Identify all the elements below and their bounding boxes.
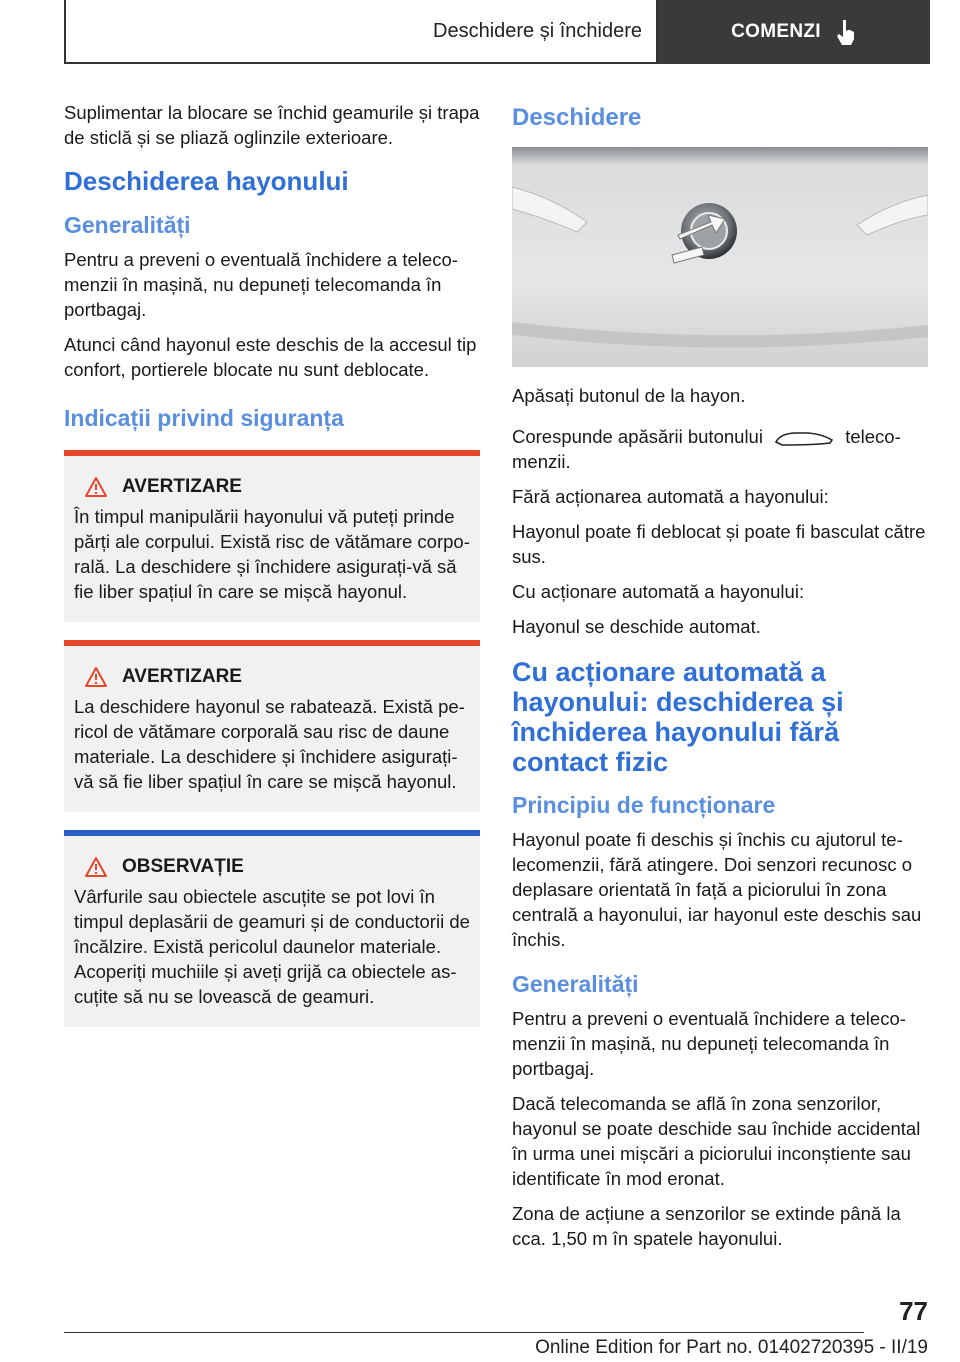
general2-paragraph-3: Zona de acțiune a senzorilor se extinde până la cca. 1,50 m în spatele hayonului. <box>512 1203 901 1249</box>
remote-paragraph-start: Corespunde apăsării butonului <box>512 426 763 447</box>
heading-general: Generalități <box>64 212 191 238</box>
warning-box-2 <box>64 640 480 812</box>
page-number: 77 <box>899 1296 928 1326</box>
warning-title: AVERTIZARE <box>122 666 242 687</box>
edition-footer: Online Edition for Part no. 01402720395 - II/19 <box>535 1337 928 1358</box>
right-column <box>512 100 928 1261</box>
warning-title: AVERTIZARE <box>122 476 242 497</box>
car-tailgate-icon <box>774 428 834 448</box>
footer-divider <box>64 1332 864 1333</box>
general-paragraph-2: Atunci când hayonul este deschis de la accesul tip confort, portierele blocate nu sunt deblocate. <box>64 334 477 380</box>
left-column <box>64 100 480 1027</box>
heading-general-2: Generalități <box>512 971 639 997</box>
warning-box-2-header <box>84 666 470 688</box>
page-header <box>64 0 930 64</box>
chapter-tab[interactable] <box>658 0 930 64</box>
caution-triangle-icon <box>84 856 108 878</box>
heading-tailgate-opening: Deschiderea hayonului <box>64 166 349 196</box>
note-box <box>64 830 480 1027</box>
no-auto-heading: Fără acționarea automată a hayonului: <box>512 486 829 507</box>
remote-paragraph-end: telecomenzii. <box>512 426 901 472</box>
tailgate-button-photo <box>512 147 928 367</box>
chapter-title: COMENZI <box>731 21 821 42</box>
general2-paragraph-1: Pentru a preveni o eventuală închidere a telecomenzii în mașină, nu depuneți telecomanda în portbagaj. <box>512 1008 906 1079</box>
warning-text: În timpul manipulării hayonului vă puteți prinde părți ale corpului. Există risc de vătămare corporală. La deschidere și închidere asigurați-vă să fie liber spațiul în care se mișcă hayonul. <box>74 506 470 602</box>
auto-paragraph: Hayonul se deschide automat. <box>512 616 761 637</box>
warning-box-1 <box>64 450 480 622</box>
heading-contactless: Cu acționare automată a hayonului: deschiderea și închiderea hayonului fără contact fizic <box>512 657 844 777</box>
note-box-header <box>84 856 470 878</box>
general2-paragraph-2: Dacă telecomanda se află în zona senzorilor, hayonul se poate deschide sau închide accidental în urma unei mișcări a piciorului inconștiente sau identificate în mod eronat. <box>512 1093 921 1189</box>
warning-triangle-icon <box>84 666 108 688</box>
remote-paragraph <box>512 424 928 474</box>
general-paragraph-1: Pentru a preveni o eventuală închidere a telecomenzii în mașină, nu depuneți telecomanda în portbagaj. <box>64 249 458 320</box>
note-text: Vârfurile sau obiectele ascuțite se pot lovi în timpul deplasării de geamuri și de conductorii de încălzire. Există pericolul daunelor materiale. Acoperiți muchiile și aveți grijă ca obiectele ascuțite să nu se lovească de geamuri. <box>74 886 470 1007</box>
heading-principle: Principiu de funcționare <box>512 792 776 818</box>
warning-box-1-header <box>84 476 470 498</box>
no-auto-paragraph: Hayonul poate fi deblocat și poate fi basculat către sus. <box>512 521 926 567</box>
warning-text: La deschidere hayonul se rabatează. Există pericol de vătămare corporală sau risc de daune materiale. La deschidere și închidere asigurați-vă să fie liber spațiul în care se mișcă hayonul. <box>74 696 465 792</box>
auto-heading: Cu acționare automată a hayonului: <box>512 581 805 602</box>
warning-triangle-icon <box>84 476 108 498</box>
photo-caption: Apăsați butonul de la hayon. <box>512 385 746 406</box>
heading-safety: Indicații privind siguranța <box>64 405 344 431</box>
pointing-hand-icon <box>835 19 857 45</box>
intro-paragraph: Suplimentar la blocare se închid geamurile și trapa de sticlă și se pliază oglinzile exterioare. <box>64 102 480 148</box>
heading-opening: Deschidere <box>512 104 642 131</box>
section-title: Deschidere și închidere <box>64 0 658 64</box>
note-title: OBSERVAȚIE <box>122 856 244 877</box>
principle-paragraph: Hayonul poate fi deschis și închis cu ajutorul telecomenzii, fără atingere. Doi senzori recunosc o deplasare orientată în față a piciorului în zona centrală a hayonului, iar hayonul este deschis sau închis. <box>512 829 922 950</box>
